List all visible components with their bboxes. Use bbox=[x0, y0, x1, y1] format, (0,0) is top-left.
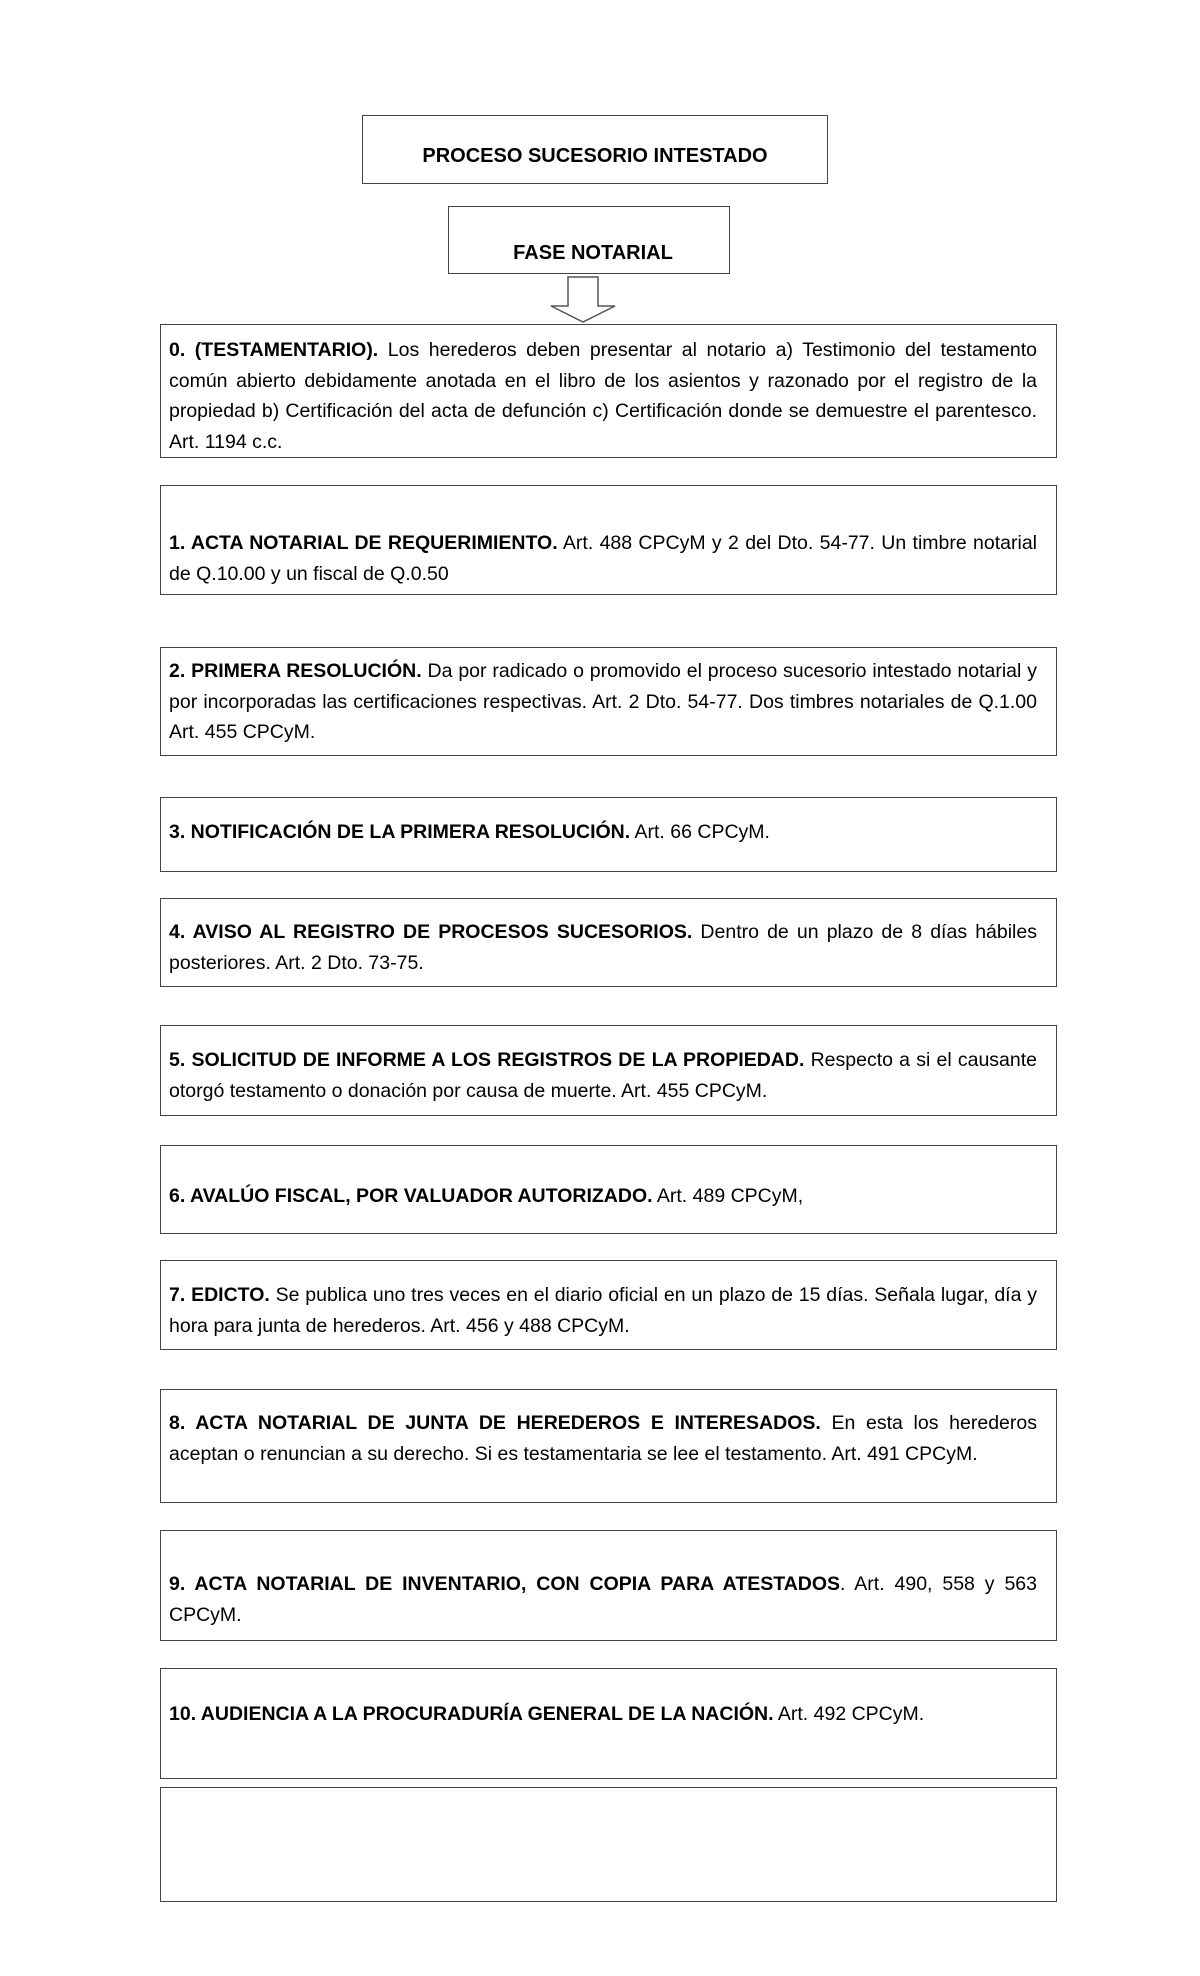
step-box-0 bbox=[160, 324, 1057, 458]
step-box-1 bbox=[160, 485, 1057, 595]
step-heading-9: 9. ACTA NOTARIAL DE INVENTARIO, CON COPIA PARA ATESTADOS bbox=[169, 1573, 841, 1595]
step-box-10 bbox=[160, 1668, 1057, 1779]
step-body-3: Art. 66 CPCyM. bbox=[630, 821, 770, 843]
step-heading-0: 0. (TESTAMENTARIO). bbox=[169, 339, 379, 361]
step-body-8: En esta los herederos aceptan o renuncian a su derecho. Si es testamentaria se lee el testamento. Art. 491 CPCyM. bbox=[169, 1412, 1037, 1465]
phase-label: FASE NOTARIAL bbox=[513, 242, 673, 264]
step-text-3 bbox=[169, 817, 1037, 848]
step-body-6: Art. 489 CPCyM, bbox=[652, 1185, 804, 1207]
step-text-9 bbox=[169, 1569, 1037, 1630]
step-box-2 bbox=[160, 647, 1057, 756]
step-body-4: Dentro de un plazo de 8 días hábiles posteriores. Art. 2 Dto. 73-75. bbox=[169, 921, 1037, 974]
step-text-1 bbox=[169, 528, 1037, 589]
step-box-6 bbox=[160, 1145, 1057, 1234]
empty-step-box bbox=[160, 1787, 1057, 1902]
step-text-8 bbox=[169, 1408, 1037, 1469]
step-body-2: Da por radicado o promovido el proceso sucesorio intestado notarial y por incorporadas las certificaciones respectivas. Art. 2 Dto. 54-77. Dos timbres notariales de Q.1.00 Art. 455 CPCyM. bbox=[169, 660, 1037, 743]
step-heading-6: 6. AVALÚO FISCAL, POR VALUADOR AUTORIZADO. bbox=[169, 1185, 653, 1207]
step-text-10 bbox=[169, 1699, 1037, 1730]
step-box-5 bbox=[160, 1025, 1057, 1116]
step-heading-8: 8. ACTA NOTARIAL DE JUNTA DE HEREDEROS E INTERESADOS. bbox=[169, 1412, 821, 1434]
step-body-7: Se publica uno tres veces en el diario oficial en un plazo de 15 días. Señala lugar, día y hora para junta de herederos. Art. 456 y 488 CPCyM. bbox=[169, 1284, 1037, 1337]
step-heading-10: 10. AUDIENCIA A LA PROCURADURÍA GENERAL DE LA NACIÓN. bbox=[169, 1703, 774, 1725]
step-body-0: Los herederos deben presentar al notario a) Testimonio del testamento común abierto debidamente anotada en el libro de los asientos y razonado por el registro de la propiedad b) Certificación del acta de defunción c) Certificación donde se demuestre el parentesco. Art. 1194 c.c. bbox=[169, 339, 1037, 453]
step-heading-3: 3. NOTIFICACIÓN DE LA PRIMERA RESOLUCIÓN. bbox=[169, 821, 631, 843]
step-box-4 bbox=[160, 898, 1057, 987]
diagram-title: PROCESO SUCESORIO INTESTADO bbox=[422, 145, 768, 167]
step-heading-7: 7. EDICTO. bbox=[169, 1284, 270, 1306]
step-body-5: Respecto a si el causante otorgó testamento o donación por causa de muerte. Art. 455 CPCyM. bbox=[169, 1049, 1037, 1102]
step-heading-2: 2. PRIMERA RESOLUCIÓN. bbox=[169, 660, 422, 682]
step-text-7 bbox=[169, 1280, 1037, 1341]
step-body-10: Art. 492 CPCyM. bbox=[773, 1703, 925, 1725]
step-box-7 bbox=[160, 1260, 1057, 1350]
step-body-9: . Art. 490, 558 y 563 CPCyM. bbox=[169, 1573, 1037, 1626]
step-text-2 bbox=[169, 656, 1037, 748]
step-text-4 bbox=[169, 917, 1037, 978]
step-text-5 bbox=[169, 1045, 1037, 1106]
phase-box bbox=[448, 206, 730, 274]
step-text-0 bbox=[169, 335, 1037, 457]
step-heading-1: 1. ACTA NOTARIAL DE REQUERIMIENTO. bbox=[169, 532, 558, 554]
step-heading-5: 5. SOLICITUD DE INFORME A LOS REGISTROS DE LA PROPIEDAD. bbox=[169, 1049, 805, 1071]
step-heading-4: 4. AVISO AL REGISTRO DE PROCESOS SUCESORIOS. bbox=[169, 921, 693, 943]
title-box bbox=[362, 115, 828, 184]
step-box-3 bbox=[160, 797, 1057, 872]
step-box-9 bbox=[160, 1530, 1057, 1641]
step-text-6 bbox=[169, 1181, 1037, 1212]
step-box-8 bbox=[160, 1389, 1057, 1503]
step-body-1: Art. 488 CPCyM y 2 del Dto. 54-77. Un timbre notarial de Q.10.00 y un fiscal de Q.0.50 bbox=[169, 532, 1037, 585]
down-arrow-icon bbox=[548, 276, 618, 324]
